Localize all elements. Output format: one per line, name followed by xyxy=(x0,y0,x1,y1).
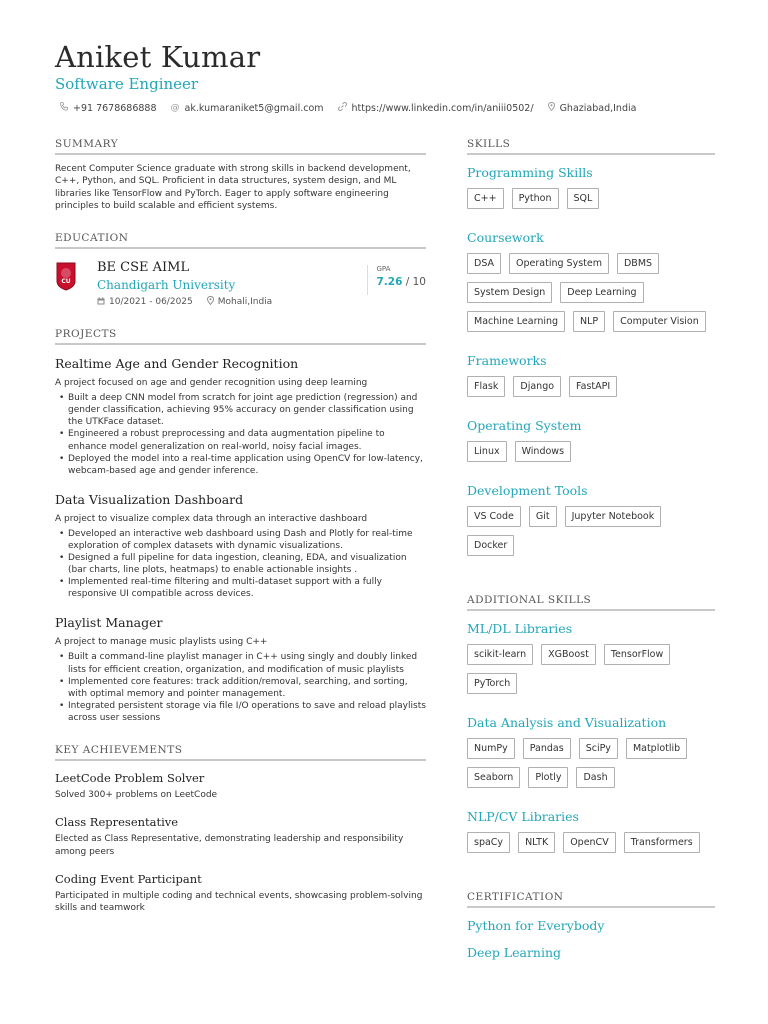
university-logo xyxy=(55,261,77,291)
skill-group xyxy=(467,621,715,702)
contact-bar xyxy=(60,102,650,114)
skill-tag: scikit-learn xyxy=(467,644,533,665)
certification-item: Python for Everybody xyxy=(467,918,605,933)
projects-heading: PROJECTS xyxy=(55,328,426,345)
gpa-label: GPA xyxy=(376,265,391,274)
contact-location xyxy=(548,102,637,114)
project-bullet: • Built a command-line playlist manager in C++ using singly and doubly linked lists for efficient creation, organization, and modification of music playlists xyxy=(59,651,426,675)
skill-tag: C++ xyxy=(467,188,504,209)
location-pin-icon xyxy=(207,296,214,308)
candidate-name: Aniket Kumar xyxy=(55,40,261,74)
left-column xyxy=(55,138,426,914)
skill-group-title: Frameworks xyxy=(467,353,547,368)
skill-group xyxy=(467,353,715,405)
education-meta xyxy=(97,296,272,308)
skill-tags xyxy=(467,644,715,702)
skill-tag: XGBoost xyxy=(541,644,596,665)
skill-tag: NLP xyxy=(573,311,605,332)
email-text[interactable]: ak.kumaraniket5@gmail.com xyxy=(184,102,324,114)
degree-name: BE CSE AIML xyxy=(97,260,190,276)
location-pin-icon xyxy=(548,102,555,114)
university-name: Chandigarh University xyxy=(97,278,236,293)
skill-tags xyxy=(467,188,715,217)
skill-tag: System Design xyxy=(467,282,552,303)
skill-tag: Computer Vision xyxy=(613,311,706,332)
project-bullet: • Deployed the model into a real-time application using OpenCV for low-latency, webcam-based age and gender inference. xyxy=(59,453,426,477)
phone-icon xyxy=(60,102,68,114)
education-location: Mohali,India xyxy=(217,297,273,308)
project-bullets xyxy=(59,528,426,601)
project-bullet: • Implemented real-time filtering and multi-dataset support with a fully responsive UI compatible across devices. xyxy=(59,576,426,600)
skill-group-title: Development Tools xyxy=(467,483,588,498)
skill-tag: Matplotlib xyxy=(626,738,687,759)
skill-tags xyxy=(467,253,715,340)
skill-tag: Deep Learning xyxy=(560,282,643,303)
skill-tags xyxy=(467,376,715,405)
achievement-title: Class Representative xyxy=(55,815,179,830)
skill-tag: Docker xyxy=(467,535,514,556)
skill-tag: spaCy xyxy=(467,832,510,853)
skill-group-title: Data Analysis and Visualization xyxy=(467,715,667,730)
skill-group-title: ML/DL Libraries xyxy=(467,621,573,636)
education-details xyxy=(97,257,272,315)
skill-tag: Plotly xyxy=(528,767,568,788)
project-bullet: • Implemented core features: track addition/removal, searching, and sorting, with optimal memory and pointer management. xyxy=(59,676,426,700)
achievement-description: Participated in multiple coding and technical events, showcasing problem-solving skills and teamwork xyxy=(55,890,423,914)
skill-group xyxy=(467,483,715,564)
skill-tag: Django xyxy=(513,376,561,397)
skill-group-title: Operating System xyxy=(467,418,582,433)
skill-group-title: Coursework xyxy=(467,230,544,245)
link-icon xyxy=(338,102,347,114)
project-bullet: • Integrated persistent storage via file I/O operations to save and reload playlists across user sessions xyxy=(59,700,426,724)
skill-tag: DBMS xyxy=(617,253,659,274)
summary-heading: SUMMARY xyxy=(55,138,426,155)
skills-heading: SKILLS xyxy=(467,138,715,155)
candidate-role: Software Engineer xyxy=(55,75,199,93)
skill-group-title: NLP/CV Libraries xyxy=(467,809,579,824)
project-title: Data Visualization Dashboard xyxy=(55,491,244,507)
linkedin-text[interactable]: https://www.linkedin.com/in/aniii0502/ xyxy=(351,102,534,114)
skill-tags xyxy=(467,832,715,861)
project-item xyxy=(55,356,426,477)
achievement-item xyxy=(55,771,426,801)
skill-group xyxy=(467,230,715,340)
skill-tag: VS Code xyxy=(467,506,521,527)
project-bullet: • Designed a full pipeline for data ingestion, cleaning, EDA, and visualization (bar charts, line plots, heatmaps) to enable actionable insights . xyxy=(59,552,426,576)
project-bullet: • Engineered a robust preprocessing and data augmentation pipeline to enhance model generalization on real-world, noisy facial images. xyxy=(59,428,426,452)
project-bullet: • Built a deep CNN model from scratch for joint age prediction (regression) and gender classification, achieving 95% accuracy on gender classification using the UTKFace dataset. xyxy=(59,392,426,428)
skill-tag: Flask xyxy=(467,376,505,397)
skill-tags xyxy=(467,506,715,564)
phone-text: +91 7678686888 xyxy=(73,102,157,114)
skill-group xyxy=(467,165,715,217)
gpa-max: / 10 xyxy=(405,276,426,289)
achievement-title: LeetCode Problem Solver xyxy=(55,770,205,785)
at-icon: @ xyxy=(170,103,180,113)
additional-skills-heading: ADDITIONAL SKILLS xyxy=(467,594,715,611)
skill-tag: DSA xyxy=(467,253,501,274)
gpa-box xyxy=(367,265,426,295)
certification-item: Deep Learning xyxy=(467,945,562,960)
calendar-icon xyxy=(97,297,105,308)
skill-tag: SciPy xyxy=(579,738,618,759)
skill-group-title: Programming Skills xyxy=(467,165,593,180)
project-title: Playlist Manager xyxy=(55,615,163,631)
education-entry xyxy=(55,257,426,315)
education-heading: EDUCATION xyxy=(55,232,426,249)
right-column xyxy=(467,138,715,960)
skill-tag: NLTK xyxy=(518,832,555,853)
svg-text:CU: CU xyxy=(61,278,71,286)
skill-tags xyxy=(467,738,715,796)
skill-tag: Transformers xyxy=(624,832,700,853)
project-title: Realtime Age and Gender Recognition xyxy=(55,356,299,372)
skill-tag: Seaborn xyxy=(467,767,520,788)
project-item xyxy=(55,615,426,724)
skill-tag: OpenCV xyxy=(563,832,616,853)
project-description: A project focused on age and gender recognition using deep learning xyxy=(55,378,368,389)
certification-heading: CERTIFICATION xyxy=(467,891,715,908)
skill-tag: TensorFlow xyxy=(604,644,670,665)
skill-group xyxy=(467,715,715,796)
achievement-description: Elected as Class Representative, demonstrating leadership and responsibility among peers xyxy=(55,834,404,857)
skill-tag: NumPy xyxy=(467,738,515,759)
skill-tag: Jupyter Notebook xyxy=(565,506,662,527)
achievement-description: Solved 300+ problems on LeetCode xyxy=(55,789,218,800)
skill-group xyxy=(467,809,715,861)
project-bullets xyxy=(59,392,426,477)
project-description: A project to visualize complex data through an interactive dashboard xyxy=(55,513,368,524)
skill-tags xyxy=(467,441,715,470)
achievements-heading: KEY ACHIEVEMENTS xyxy=(55,744,426,761)
gpa-value: 7.26 xyxy=(376,276,403,289)
project-description: A project to manage music playlists using C++ xyxy=(55,637,268,648)
achievement-item xyxy=(55,872,426,915)
contact-phone xyxy=(60,102,157,114)
achievement-title: Coding Event Participant xyxy=(55,871,202,886)
skill-tag: FastAPI xyxy=(569,376,617,397)
contact-email[interactable] xyxy=(171,103,324,114)
skill-tag: Linux xyxy=(467,441,507,462)
achievement-item xyxy=(55,815,426,858)
skill-tag: Git xyxy=(529,506,557,527)
education-dates: 10/2021 - 06/2025 xyxy=(109,297,193,308)
skill-tag: Dash xyxy=(576,767,614,788)
project-bullet: • Developed an interactive web dashboard using Dash and Plotly for real-time exploration of complex datasets with dynamic visualizations. xyxy=(59,528,426,552)
skill-tag: PyTorch xyxy=(467,673,517,694)
skill-tag: Pandas xyxy=(523,738,571,759)
project-item xyxy=(55,492,426,601)
project-bullets xyxy=(59,651,426,724)
skill-tag: Operating System xyxy=(509,253,609,274)
skill-group xyxy=(467,418,715,470)
skill-tag: Machine Learning xyxy=(467,311,565,332)
gpa-value-line xyxy=(376,276,426,288)
location-text: Ghaziabad,India xyxy=(559,102,637,114)
skill-tag: SQL xyxy=(567,188,600,209)
contact-linkedin[interactable] xyxy=(338,102,534,114)
skill-tag: Windows xyxy=(515,441,571,462)
summary-text: Recent Computer Science graduate with strong skills in backend development, C++, Python, and SQL. Proficient in data structures, system design, and ML libraries like TensorFlow and PyTorch. Eager to apply software engineering principles to build scalable and efficient systems. xyxy=(55,164,411,211)
skill-tag: Python xyxy=(512,188,559,209)
